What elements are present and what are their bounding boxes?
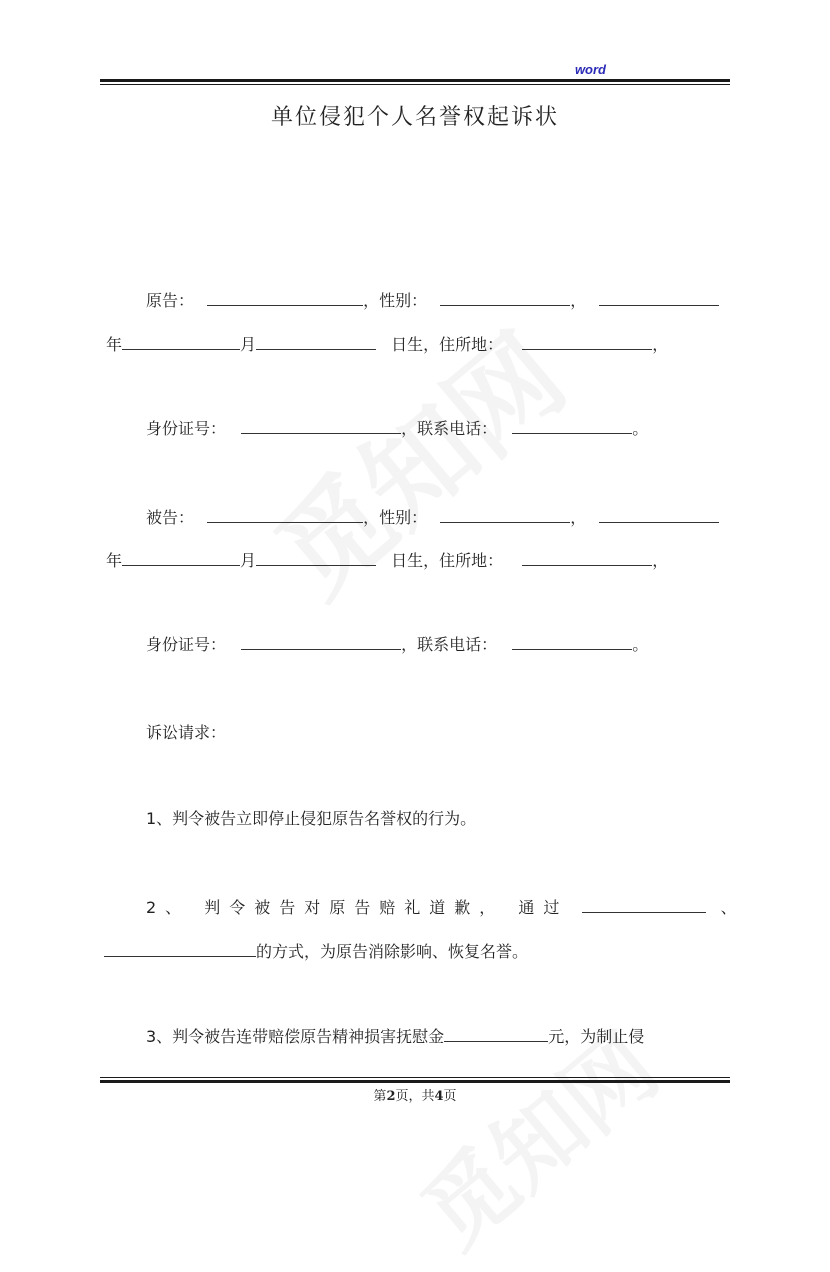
header-rule	[100, 79, 730, 82]
defendant-id-blank	[241, 635, 401, 650]
defendant-phone-blank	[512, 635, 632, 650]
claim-item-2-rest: 的方式，为原告消除影响、恢复名誉。	[256, 942, 529, 961]
plaintiff-month-blank	[256, 335, 376, 350]
plaintiff-id-blank	[241, 419, 401, 434]
claim-item-2-blank-2	[104, 942, 256, 957]
plaintiff-comma: ，	[570, 291, 587, 310]
plaintiff-comma2: ，	[652, 335, 669, 354]
defendant-address-blank	[522, 551, 652, 566]
footer-current-page: 2	[386, 1089, 396, 1104]
defendant-year-blank	[122, 551, 240, 566]
defendant-comma: ，	[570, 508, 587, 527]
plaintiff-phone-label: ，联系电话：	[401, 419, 498, 438]
claim-item-3	[146, 1024, 644, 1047]
plaintiff-year: 年	[106, 335, 123, 354]
claims-heading: 诉讼请求：	[146, 723, 227, 742]
plaintiff-phone-blank	[512, 419, 632, 434]
defendant-line-2	[106, 548, 668, 571]
footer-mid: 页，共	[395, 1089, 435, 1104]
defendant-gender-label: ，性别：	[363, 508, 428, 527]
claim-item-2-blank-1	[582, 898, 706, 913]
defendant-id-label: 身份证号：	[146, 635, 227, 654]
page-number	[0, 1085, 830, 1104]
defendant-born: 日生，住所地：	[391, 551, 504, 570]
plaintiff-period: 。	[632, 419, 649, 438]
defendant-comma2: ，	[652, 551, 669, 570]
plaintiff-year-blank	[122, 335, 240, 350]
plaintiff-line-2	[106, 332, 668, 355]
claim-item-3-text: 3、判令被告连带赔偿原告精神损害抚慰金	[146, 1027, 445, 1046]
footer-total-pages: 4	[434, 1089, 444, 1104]
claim-item-1: 1、判令被告立即停止侵犯原告名誉权的行为。	[146, 809, 477, 828]
plaintiff-address-blank	[522, 335, 652, 350]
footer-pre: 第	[373, 1089, 387, 1104]
defendant-name-blank	[207, 508, 363, 523]
plaintiff-label: 原告：	[146, 291, 195, 310]
claim-item-2-sep: 、	[720, 898, 746, 917]
footer-rule	[100, 1080, 730, 1083]
plaintiff-line-3	[146, 416, 648, 439]
footer-post: 页	[443, 1089, 457, 1104]
plaintiff-gender-blank	[440, 291, 570, 306]
claim-item-2-line-2	[104, 939, 528, 962]
defendant-line-1	[146, 505, 719, 528]
document-title: 单位侵犯个人名誉权起诉状	[270, 105, 559, 130]
claim-item-2-text: 2、 判令被告对原告赔礼道歉，	[146, 898, 505, 917]
defendant-month-blank	[256, 551, 376, 566]
defendant-month: 月	[240, 551, 257, 570]
plaintiff-line-1	[146, 288, 719, 311]
plaintiff-name-blank	[207, 291, 363, 306]
defendant-year: 年	[106, 551, 123, 570]
header-rule-thin	[100, 84, 730, 85]
defendant-line-3	[146, 632, 648, 655]
claim-item-2-via: 通过	[518, 898, 569, 917]
plaintiff-born: 日生，住所地：	[391, 335, 504, 354]
claim-item-3-blank	[444, 1027, 548, 1042]
plaintiff-id-label: 身份证号：	[146, 419, 227, 438]
defendant-gender-blank	[440, 508, 570, 523]
plaintiff-month: 月	[240, 335, 257, 354]
defendant-label: 被告：	[146, 508, 195, 527]
plaintiff-gender-label: ，性别：	[363, 291, 428, 310]
claim-item-3-rest: 元，为制止侵	[548, 1027, 645, 1046]
defendant-phone-label: ，联系电话：	[401, 635, 498, 654]
claim-item-2-line-1	[146, 895, 746, 918]
defendant-extra-blank	[599, 508, 719, 523]
footer-rule-thin	[100, 1077, 730, 1078]
plaintiff-extra-blank	[599, 291, 719, 306]
defendant-period: 。	[632, 635, 649, 654]
header-word-tag: word	[574, 62, 606, 77]
